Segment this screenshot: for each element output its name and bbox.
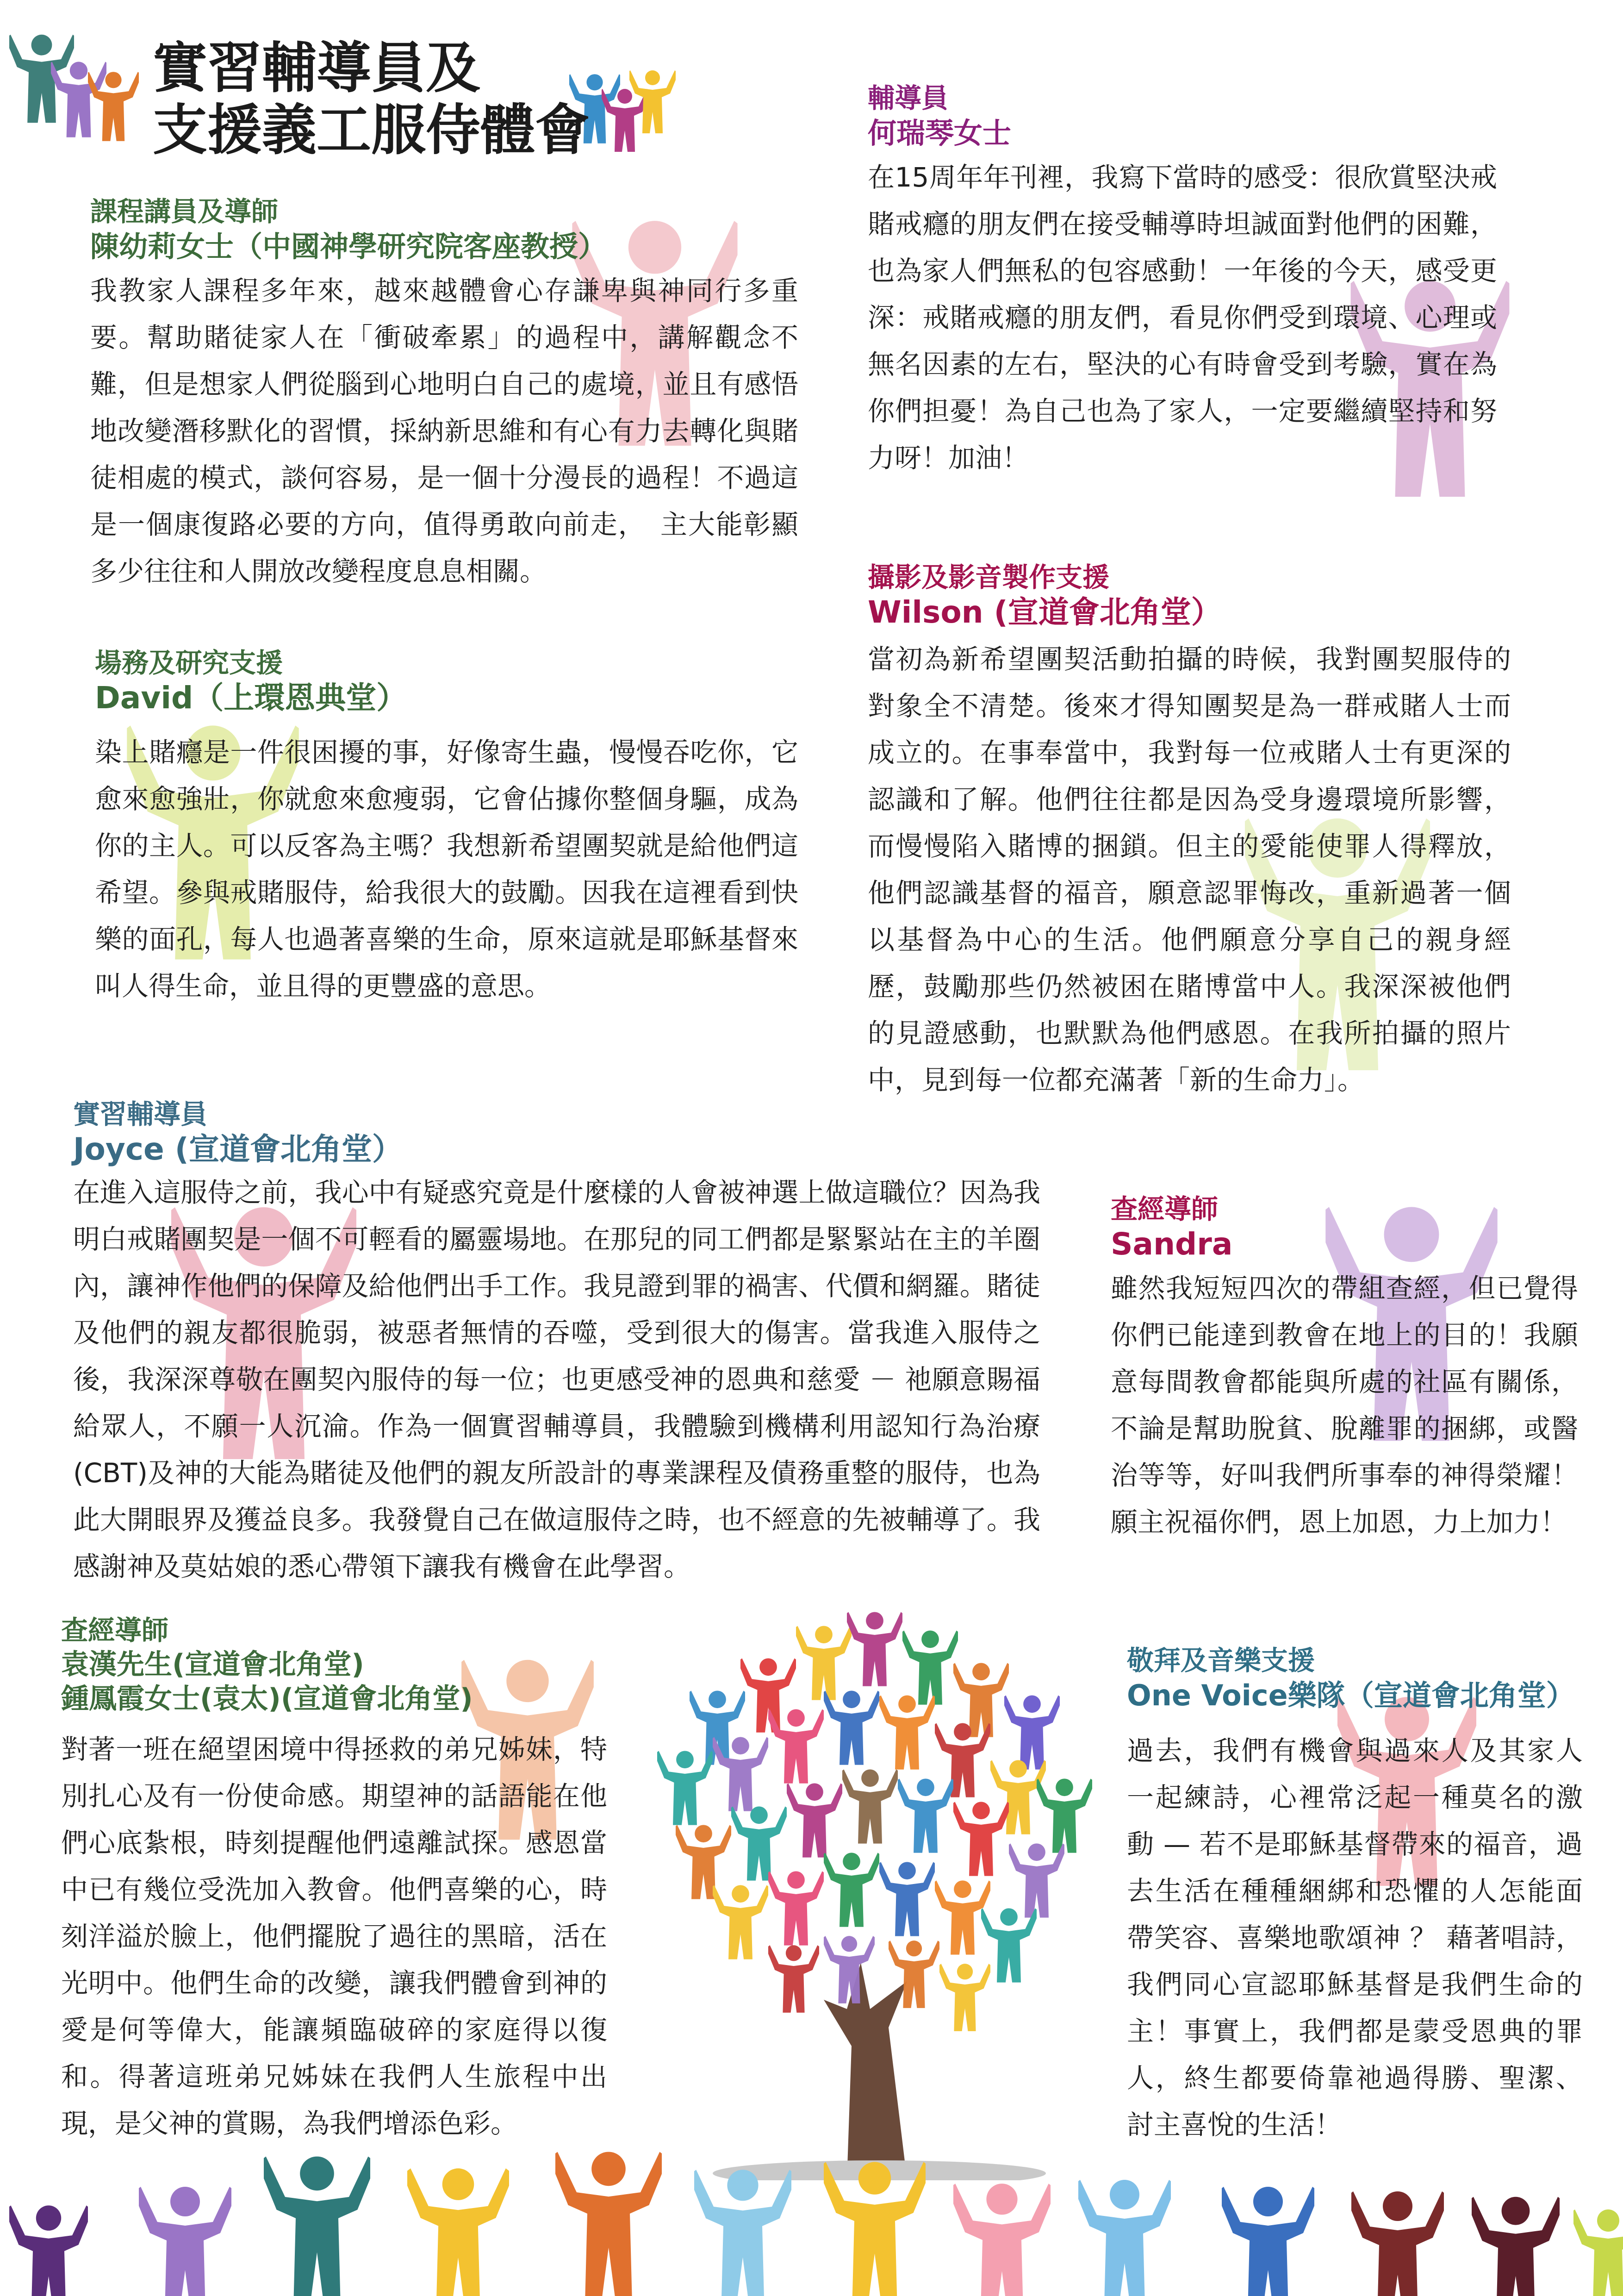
lecturer-role: 課程講員及導師 [90,196,279,227]
yuen-role: 查經導師 [61,1615,169,1646]
counselor-ho-name: 何瑞琴女士 [868,116,1012,150]
section-onevoice [1127,1643,1583,2148]
wilson-name: Wilson (宣道會北角堂） [868,594,1222,630]
lecturer-text: 我教家人課程多年來，越來越體會心存謙卑與神同行多重要。幫助賭徒家人在「衝破牽累」的過程中，講解觀念不難，但是想家人們從腦到心地明白自己的處境，並且有感悟地改變潛移默化的習慣，採納新思維和有心有力去轉化與賭徒相處的模式，談何容易，是一個十分漫長的過程！不過這是一個康復路必要的方向，值得勇敢向前走， 主大能彰顯多少往往和人開放改變程度息息相關。 [90,275,798,587]
wilson-text: 當初為新希望團契活動拍攝的時候，我對團契服侍的對象全不清楚。後來才得知團契是為一群戒賭人士而成立的。在事奉當中，我對每一位戒賭人士有更深的認識和了解。他們往往都是因為受身邊環境所影響，而慢慢陷入賭博的捆鎖。但主的愛能使罪人得釋放，他們認識基督的福音，願意認罪悔改，重新過著一個以基督為中心的生活。他們願意分享自己的親身經歷，鼓勵那些仍然被困在賭博當中人。我深深被他們的見證感動，也默默為他們感恩。在我所拍攝的照片中，見到每一位都充滿著「新的生命力」。 [868,643,1511,1096]
section-yuen [61,1613,607,2147]
yuen-name: 袁漢先生(宣道會北角堂) [61,1648,364,1681]
page-title-line1: 實習輔導員及 [153,36,481,100]
section-wilson [868,560,1511,1104]
sandra-text: 雖然我短短四次的帶組查經，但已覺得你們已能達到教會在地上的目的！我願意每間教會都能與所處的社區有關係，不論是幫助脫貧、脫離罪的捆綁，或醫治等等，好叫我們所事奉的神得榮耀！願主祝福你們，恩上加恩，力上加力！ [1111,1273,1578,1538]
counselor-ho-role: 輔導員 [868,82,949,114]
david-name: David（上環恩典堂） [95,680,407,716]
page-title-line2: 支援義工服侍體會 [153,98,590,162]
tree-of-people-illustration-icon [629,1583,1120,2180]
onevoice-name: One Voice樂隊（宣道會北角堂） [1127,1678,1575,1712]
onevoice-role: 敬拜及音樂支援 [1127,1645,1315,1676]
section-joyce [73,1097,1040,1590]
section-lecturer [90,194,798,595]
joyce-role: 實習輔導員 [73,1098,208,1130]
lecturer-name: 陳幼莉女士（中國神學研究院客座教授） [90,230,607,263]
sandra-name: Sandra [1111,1226,1233,1262]
counselor-ho-text: 在15周年年刊裡，我寫下當時的感受：很欣賞堅決戒賭戒癮的朋友們在接受輔導時坦誠面對他們的困難，也為家人們無私的包容感動！一年後的今天，感受更深：戒賭戒癮的朋友們，看見你們受到環境、心理或無名因素的左右，堅決的心有時會受到考驗，實在為你們担憂！為自己也為了家人，一定要繼續堅持和努力呀！加油！ [868,162,1497,474]
onevoice-text: 過去，我們有機會與過來人及其家人一起練詩，心裡常泛起一種莫名的激動 — 若不是耶穌基督帶來的福音，過去生活在種種綑綁和恐懼的人怎能面帶笑容、喜樂地歌頌神 ？ 藉著唱詩，我們同心宣認耶穌基督是我們生命的主！事實上，我們都是蒙受恩典的罪人，終生都要倚靠祂過得勝、聖潔、討主喜悅的生活！ [1127,1735,1583,2140]
joyce-text: 在進入這服侍之前，我心中有疑惑究竟是什麼樣的人會被神選上做這職位？因為我明白戒賭團契是一個不可輕看的屬靈場地。在那兒的同工們都是緊緊站在主的羊圈內，讓神作他們的保障及給他們出手工作。我見證到罪的禍害、代價和網羅。賭徒及他們的親友都很脆弱，被惡者無情的吞噬，受到很大的傷害。當我進入服侍之後，我深深尊敬在團契內服侍的每一位；也更感受神的恩典和慈愛 － 祂願意賜福給眾人，不願一人沉淪。作為一個實習輔導員，我體驗到機構利用認知行為治療(CBT)及神的大能為賭徒及他們的親友所設計的專業課程及債務重整的服侍，也為此大開眼界及獲益良多。我發覺自己在做這服侍之時，也不經意的先被輔導了。我感謝神及莫姑娘的悉心帶領下讓我有機會在此學習。 [73,1177,1040,1582]
wilson-role: 攝影及影音製作支援 [868,562,1110,593]
section-counselor-ho [868,81,1497,481]
page-title [153,37,606,161]
logo-people-left-icon [9,32,148,162]
yuen-name2: 鍾鳳霞女士(袁太)(宣道會北角堂) [61,1683,473,1715]
david-role: 場務及研究支援 [95,647,283,679]
section-david [95,646,798,1010]
section-sandra [1111,1192,1578,1546]
david-text: 染上賭癮是一件很困擾的事，好像寄生蟲，慢慢吞吃你，它愈來愈強壯，你就愈來愈瘦弱，它會佔據你整個身驅，成為你的主人。可以反客為主嗎？我想新希望團契就是給他們這希望。參與戒賭服侍，給我很大的鼓勵。因我在這裡看到快樂的面孔，每人也過著喜樂的生命，原來這就是耶穌基督來叫人得生命，並且得的更豐盛的意思。 [95,736,798,1002]
joyce-name: Joyce (宣道會北角堂） [73,1131,403,1167]
yuen-text: 對著一班在絕望困境中得拯救的弟兄姊妹，特別扎心及有一份使命感。期望神的話語能在他們心底紮根，時刻提醒他們遠離試探。感恩當中已有幾位受洗加入教會。他們喜樂的心，時刻洋溢於臉上，他們擺脫了過往的黑暗，活在光明中。他們生命的改變，讓我們體會到神的愛是何等偉大，能讓頻臨破碎的家庭得以復和。得著這班弟兄姊妹在我們人生旅程中出現，是父神的賞賜，為我們增添色彩。 [61,1734,607,2139]
sandra-role: 查經導師 [1111,1193,1219,1225]
bottom-people-border-icon [0,2148,1623,2296]
